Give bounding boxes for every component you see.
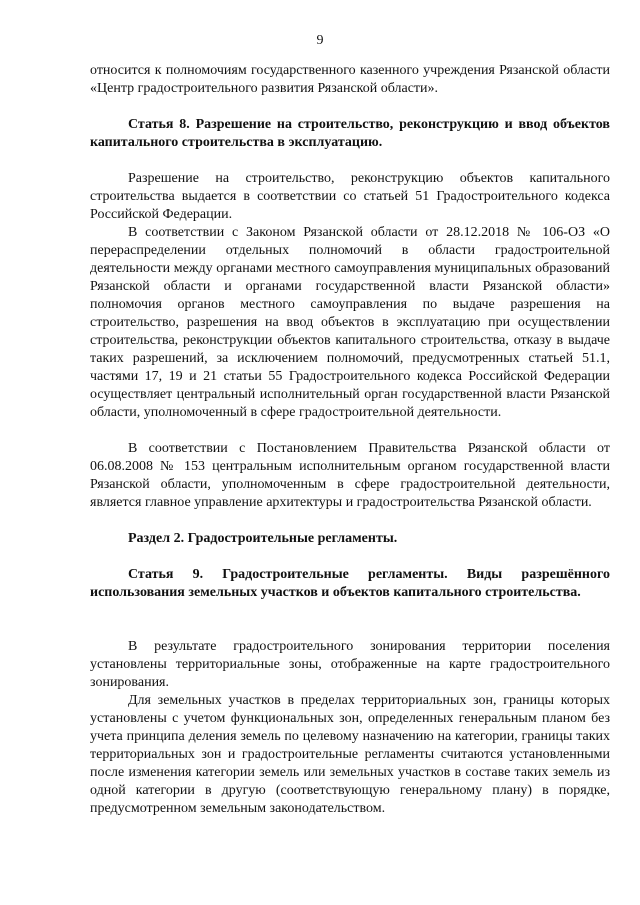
article-9-title: Статья 9. Градостроительные регламенты. Виды разрешённого использования земельных участков и объектов капитального строительства. xyxy=(90,567,610,600)
article-8-paragraph-2: В соответствии с Законом Рязанской области от 28.12.2018 № 106-ОЗ «О перераспределении отдельных полномочий в области градостроительной деятельности между органами местного самоуправления муниципальных образований Рязанской области и органами государственной власти Рязанской области» полномочия органов местного самоуправления по выдаче разрешения на строительство, разрешения на ввод объектов в эксплуатацию при осуществлении строительства, реконструкции объектов капитального строительства, отказу в выдаче таких разрешений, за исключением полномочий, предусмотренных статьей 51.1, частями 17, 19 и 21 статьи 55 Градостроительного кодекса Российской Федерации осуществляет центральный исполнительный орган государственной власти Рязанской области, уполномоченный в сфере градостроительной деятельности. xyxy=(90,225,610,420)
page-number: 9 xyxy=(316,33,324,48)
article-8-title: Статья 8. Разрешение на строительство, реконструкцию и ввод объектов капитального строительства в эксплуатацию. xyxy=(90,117,610,150)
section-2-title: Раздел 2. Градостроительные регламенты. xyxy=(128,531,398,546)
article-8-paragraph-3: В соответствии с Постановлением Правительства Рязанской области от 06.08.2008 № 153 центральным исполнительным органом государственной власти Рязанской области, уполномоченным в сфере градостроительной деятельности, является главное управление архитектуры и градостроительства Рязанской области. xyxy=(90,441,610,510)
intro-fragment: относится к полномочиям государственного казенного учреждения Рязанской области «Центр градостроительного развития Рязанской области». xyxy=(90,63,610,96)
article-9-paragraph-2: Для земельных участков в пределах территориальных зон, границы которых установлены с учетом функциональных зон, определенных генеральным планом без учета принципа деления земель по целевому назначению на категории, границы таких территориальных зон и градостроительные регламенты считаются установленными после изменения категории земель или земельных участков в составе таких земель из одной категории в другую (соответствующую генеральному плану) в порядке, предусмотренном земельным законодательством. xyxy=(90,693,610,816)
article-8-paragraph-1: Разрешение на строительство, реконструкцию объектов капитального строительства выдается в соответствии со статьей 51 Градостроительного кодекса Российской Федерации. xyxy=(90,171,610,222)
article-9-paragraph-1: В результате градостроительного зонирования территории поселения установлены территориальные зоны, отображенные на карте градостроительного зонирования. xyxy=(90,639,610,690)
